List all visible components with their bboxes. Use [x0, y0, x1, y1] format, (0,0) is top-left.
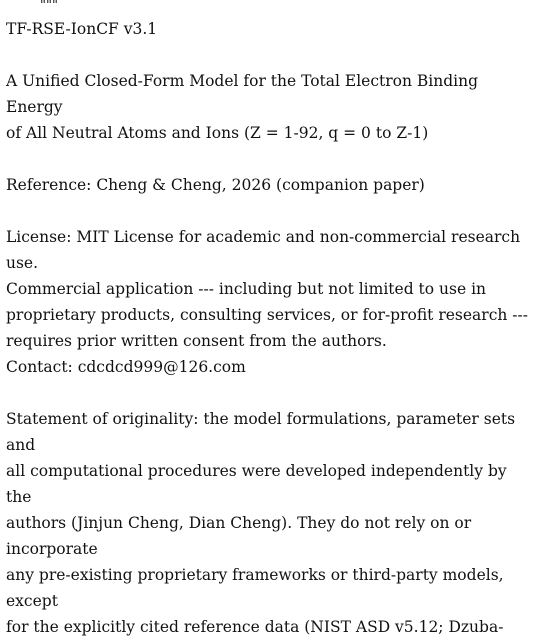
- heading-line-1: A Unified Closed-Form Model for the Total Electron Binding Energy: [6, 72, 483, 116]
- originality-line-1: Statement of originality: the model formulations, parameter sets and: [6, 410, 521, 454]
- heading-line-2: of All Neutral Atoms and Ions (Z = 1-92, q = 0 to Z-1): [6, 124, 429, 142]
- license-line-1: License: MIT License for academic and non-commercial research use.: [6, 228, 526, 272]
- reference-line: Reference: Cheng & Cheng, 2026 (companion paper): [6, 176, 425, 194]
- license-line-2: Commercial application --- including but not limited to use in: [6, 280, 487, 298]
- license-line-4: requires prior written consent from the authors.: [6, 332, 387, 350]
- blank-line: [6, 146, 535, 172]
- originality-line-4: any pre-existing proprietary frameworks or third-party models, except: [6, 566, 509, 610]
- originality-line-2: all computational procedures were developed independently by the: [6, 462, 512, 506]
- docstring-opening-quotes: """: [40, 0, 58, 13]
- blank-line: [6, 380, 535, 406]
- license-line-3: proprietary products, consulting services, or for-profit research ---: [6, 306, 528, 324]
- contact-line: Contact: cdcdcd999@126.com: [6, 358, 246, 376]
- title-line: TF-RSE-IonCF v3.1: [6, 20, 158, 38]
- originality-line-3: authors (Jinjun Cheng, Dian Cheng). They do not rely on or incorporate: [6, 514, 477, 558]
- docstring-block: [6, 0, 535, 640]
- blank-line: [6, 198, 535, 224]
- blank-line: [6, 42, 535, 68]
- originality-line-5: for the explicitly cited reference data (NIST ASD v5.12; Dzuba-: [6, 618, 504, 636]
